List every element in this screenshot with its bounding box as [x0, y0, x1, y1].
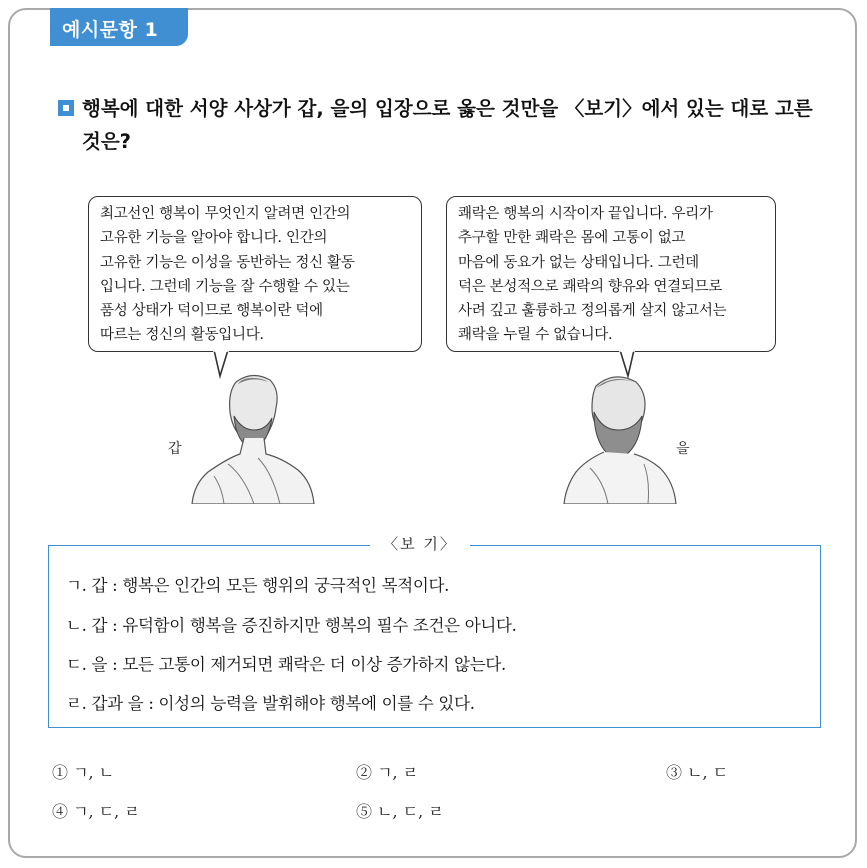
answer-choice-3[interactable]: ③ ㄴ, ㄷ	[666, 763, 729, 782]
bubble-b-line: 사려 깊고 훌륭하고 정의롭게 살지 않고서는	[458, 303, 727, 320]
bogi-title: 〈보 기〉	[370, 533, 470, 554]
philosopher-eul-illustration	[560, 372, 680, 504]
bogi-item: ㄱ. 갑 : 행복은 인간의 모든 행위의 궁극적인 목적이다.	[66, 576, 450, 595]
bubble-a-line: 품성 상태가 덕이므로 행복이란 덕에	[100, 303, 323, 320]
bogi-item: ㄴ. 갑 : 유덕함이 행복을 증진하지만 행복의 필수 조건은 아니다.	[66, 616, 517, 635]
question-text: 행복에 대한 서양 사상가 갑, 을의 입장으로 옳은 것만을 〈보기〉에서 있는 대로 고른 것은?	[82, 97, 813, 153]
philosopher-gap-illustration	[188, 372, 318, 504]
speech-bubble-a	[88, 196, 422, 352]
speaker-label-gap: 갑	[168, 441, 182, 457]
bubble-a-line: 최고선인 행복이 무엇인지 알려면 인간의	[100, 206, 351, 222]
question-stem	[58, 92, 828, 158]
bubble-b-line: 쾌락을 누릴 수 없습니다.	[458, 327, 613, 344]
square-bullet-icon	[58, 100, 74, 116]
bogi-item: ㄷ. 을 : 모든 고통이 제거되면 쾌락은 더 이상 증가하지 않는다.	[66, 655, 506, 674]
speech-bubble-b	[446, 196, 776, 352]
speaker-label-eul: 을	[676, 441, 690, 457]
bubble-b-line: 추구할 만한 쾌락은 몸에 고통이 없고	[458, 230, 686, 247]
answer-choice-4[interactable]: ④ ㄱ, ㄷ, ㄹ	[52, 802, 140, 821]
bubble-b-line: 마음에 동요가 없는 상태입니다. 그런데	[458, 254, 699, 271]
bubble-b-line: 쾌락은 행복의 시작이자 끝입니다. 우리가	[458, 206, 713, 222]
bogi-item: ㄹ. 갑과 을 : 이성의 능력을 발휘해야 행복에 이를 수 있다.	[66, 694, 475, 713]
bubble-a-line: 고유한 기능을 알아야 합니다. 인간의	[100, 230, 328, 247]
example-tab-label: 예시문항 1	[62, 19, 159, 41]
answer-choice-5[interactable]: ⑤ ㄴ, ㄷ, ㄹ	[356, 802, 444, 821]
answer-choice-2[interactable]: ② ㄱ, ㄹ	[356, 763, 419, 782]
bubble-a-line: 고유한 기능은 이성을 동반하는 정신 활동	[100, 254, 355, 271]
answer-choice-1[interactable]: ① ㄱ, ㄴ	[52, 763, 115, 782]
example-tab	[58, 8, 188, 46]
bubble-a-line: 따르는 정신의 활동입니다.	[100, 327, 264, 344]
bubble-a-line: 입니다. 그런데 기능을 잘 수행할 수 있는	[100, 278, 350, 295]
bubble-b-line: 덕은 본성적으로 쾌락의 향유와 연결되므로	[458, 278, 722, 295]
